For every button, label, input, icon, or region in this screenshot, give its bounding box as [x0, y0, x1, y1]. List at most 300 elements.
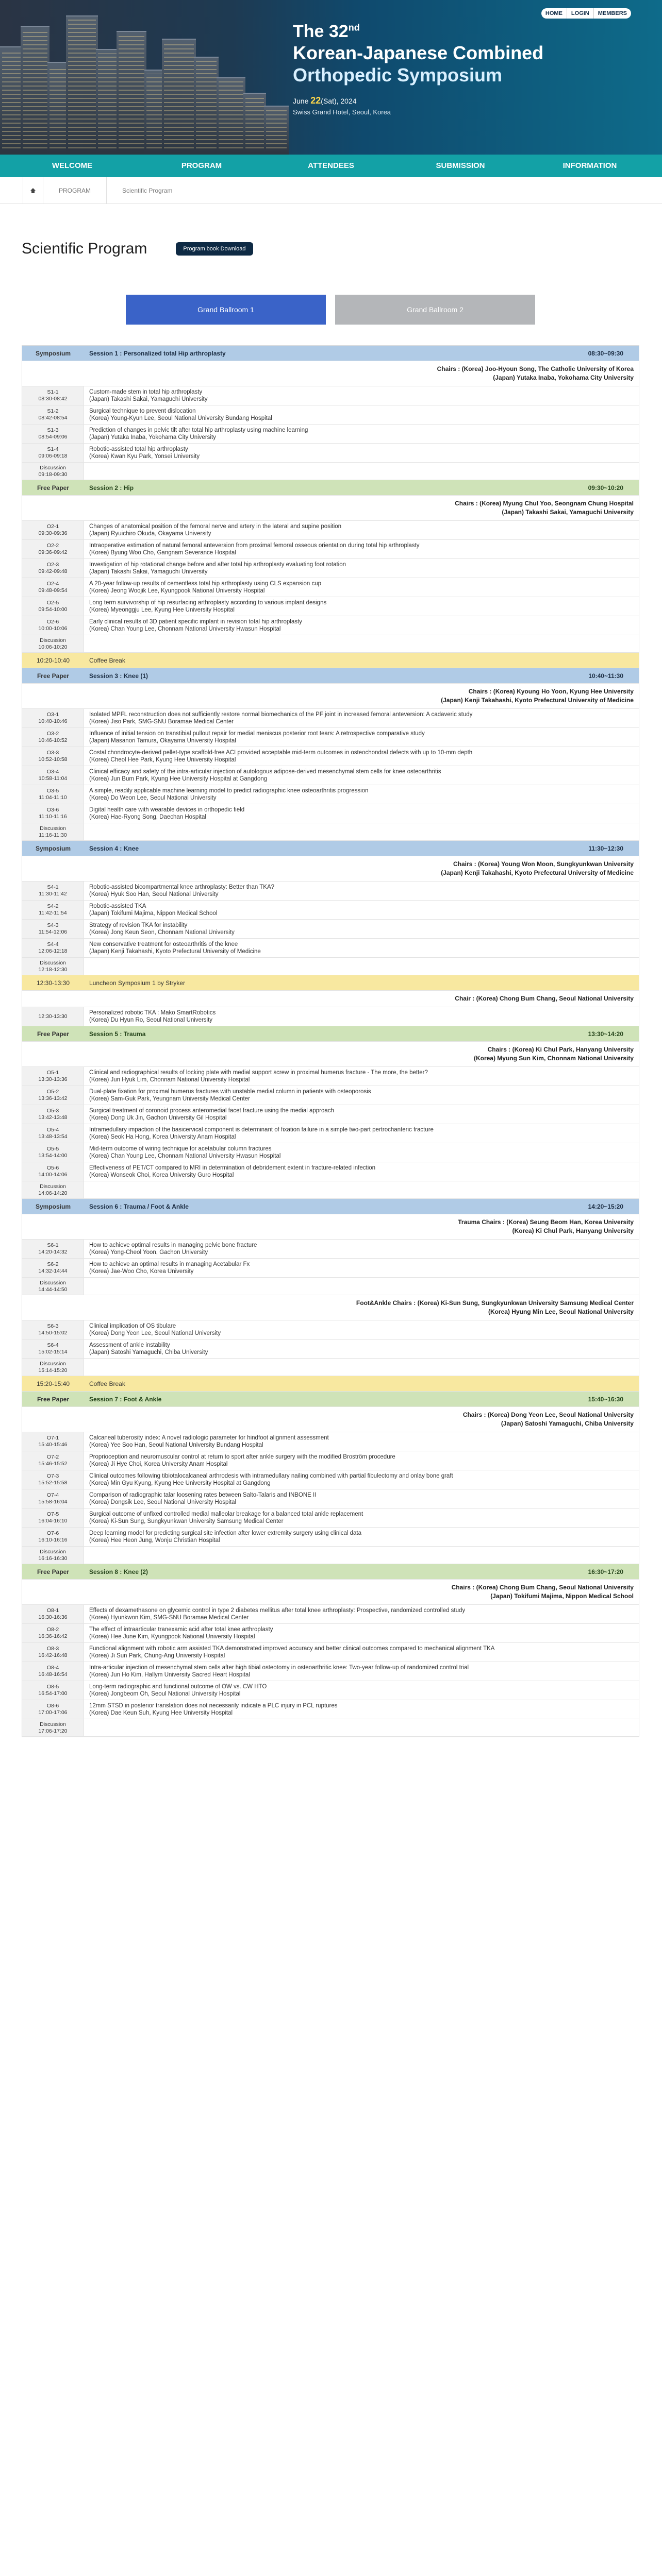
talk-code	[22, 901, 84, 919]
talk-time: 12:30-13:30	[38, 1013, 68, 1020]
page-header	[22, 240, 662, 258]
talk-title: Long term survivorship of hip resurfacing arthroplasty according to various implant designs	[89, 600, 327, 606]
talk-row	[22, 785, 639, 804]
talk-title: Dual-plate fixation for proximal humerus fractures with unstable medial column in patients with osteoporosis	[89, 1089, 371, 1095]
talk-row	[22, 463, 639, 480]
talk-content	[84, 444, 639, 462]
talk-title: Robotic-assisted total hip arthroplasty	[89, 446, 188, 452]
talk-row	[22, 405, 639, 425]
members-link[interactable]: MEMBERS	[594, 8, 631, 19]
talk-id: O8-4	[46, 1665, 59, 1671]
nav-information[interactable]: INFORMATION	[562, 161, 617, 170]
talk-author: (Korea) Hae-Ryong Song, Daechan Hospital	[89, 814, 206, 820]
tab-grand-ballroom-1[interactable]: Grand Ballroom 1	[126, 295, 326, 325]
talk-content	[84, 1143, 639, 1162]
top-links	[541, 8, 631, 19]
talk-content	[84, 1509, 639, 1527]
talk-id: S1-1	[47, 389, 59, 395]
talk-author: (Korea) Du Hyun Ro, Seoul National University	[89, 1017, 213, 1023]
talk-title: Functional alignment with robotic arm assisted TKA demonstrated improved accuracy and better clinical outcomes compared to mechanical alignment TKA	[89, 1646, 495, 1652]
talk-code	[22, 882, 84, 900]
talk-time: 09:06-09:18	[38, 453, 68, 459]
home-icon[interactable]	[23, 177, 43, 204]
talk-title: Intramedullary impaction of the basicervical component is determinant of fixation failure in a simple two-part pertrochanteric fracture	[89, 1127, 434, 1133]
talk-code	[22, 1143, 84, 1162]
talk-id: S6-3	[47, 1323, 59, 1329]
talk-id: O7-2	[46, 1454, 59, 1460]
talk-id: Discussion	[40, 1360, 66, 1367]
talk-title: Deep learning model for predicting surgical site infection after lower extremity surgery using clinical data	[89, 1530, 361, 1536]
talk-time: 15:46-15:52	[38, 1461, 68, 1467]
talk-time: 13:30-13:36	[38, 1076, 68, 1082]
session-header	[22, 841, 639, 856]
talk-row	[22, 766, 639, 785]
talk-code	[22, 804, 84, 823]
chair-line: (Korea) Hyung Min Lee, Seoul National University	[488, 1308, 634, 1315]
talk-time: 13:54-14:00	[38, 1153, 68, 1159]
talk-title: Costal chondrocyte-derived pellet-type scaffold-free ACI provided acceptable mid-term outcomes in osteochondral defects with up to 10-mm depth	[89, 750, 473, 756]
talk-code	[22, 1124, 84, 1143]
session-type: Free Paper	[37, 484, 70, 492]
chair-line: Chairs : (Korea) Young Won Moon, Sungkyunkwan University	[453, 860, 634, 868]
session-type: Free Paper	[37, 672, 70, 680]
talk-code	[22, 1067, 84, 1086]
session-chairs	[22, 856, 639, 882]
talk-code	[22, 1509, 84, 1527]
talk-code	[22, 521, 84, 539]
talk-row	[22, 540, 639, 559]
talk-content	[84, 939, 639, 957]
talk-row	[22, 920, 639, 939]
talk-content	[84, 766, 639, 785]
talk-time: 13:48-13:54	[38, 1133, 68, 1140]
talk-id: S4-1	[47, 884, 59, 890]
talk-time: 16:04-16:10	[38, 1518, 68, 1524]
talk-author: (Korea) Jae-Woo Cho, Korea University	[89, 1268, 194, 1275]
talk-code	[22, 920, 84, 938]
talk-time: 08:42-08:54	[38, 415, 68, 421]
talk-code	[22, 1320, 84, 1339]
talk-time: 16:10-16:16	[38, 1537, 68, 1543]
talk-content	[84, 958, 639, 975]
talk-id: O2-4	[46, 581, 59, 587]
talk-code	[22, 1700, 84, 1719]
talk-row	[22, 709, 639, 728]
talk-time: 13:42-13:48	[38, 1114, 68, 1121]
city-skyline-image	[0, 0, 289, 155]
talk-content	[84, 1067, 639, 1086]
talk-title: Strategy of revision TKA for instability	[89, 922, 188, 928]
talk-code	[22, 958, 84, 975]
talk-code	[22, 425, 84, 443]
talk-time: 13:36-13:42	[38, 1095, 68, 1101]
nav-program[interactable]: PROGRAM	[181, 161, 222, 170]
break-title: Coffee Break	[89, 656, 125, 664]
talk-author: (Japan) Takashi Sakai, Yamaguchi University	[89, 569, 208, 575]
chair-line: (Korea) Myung Sun Kim, Chonnam National University	[473, 1055, 634, 1062]
event-name-line1: Korean-Japanese Combined	[293, 42, 544, 64]
talk-code	[22, 1451, 84, 1470]
talk-title: Comparison of radiographic talar loosening rates between Salto-Talaris and INBONE II	[89, 1492, 317, 1498]
event-edition: The 32nd	[293, 22, 360, 41]
talk-row	[22, 882, 639, 901]
talk-row	[22, 1162, 639, 1181]
talk-author: (Korea) Hee Heon Jung, Wonju Christian Hospital	[89, 1537, 220, 1544]
talk-row	[22, 1719, 639, 1737]
talk-content	[84, 1086, 639, 1105]
talk-title: How to achieve optimal results in managing pelvic bone fracture	[89, 1242, 257, 1248]
login-link[interactable]: LOGIN	[567, 8, 594, 19]
session-chairs	[22, 1407, 639, 1432]
event-title	[293, 22, 543, 116]
talk-author: (Korea) Yong-Cheol Yoon, Gachon University	[89, 1249, 208, 1256]
talk-content	[84, 1240, 639, 1258]
talk-code	[22, 1547, 84, 1564]
talk-content	[84, 1007, 639, 1026]
talk-code	[22, 1528, 84, 1546]
talk-id: O7-5	[46, 1511, 59, 1517]
talk-row	[22, 578, 639, 597]
session-header	[22, 668, 639, 684]
talk-author: (Korea) Jongbeom Oh, Seoul National University Hospital	[89, 1691, 241, 1697]
talk-code	[22, 1162, 84, 1181]
talk-content	[84, 728, 639, 747]
talk-author: (Korea) Hyunkwon Kim, SMG-SNU Boramae Medical Center	[89, 1615, 249, 1621]
talk-author: (Korea) Yee Soo Han, Seoul National University Bundang Hospital	[89, 1442, 263, 1448]
talk-content	[84, 597, 639, 616]
talk-title: Surgical outcome of unfixed controlled medial malleolar breakage for a balanced total ankle replacement	[89, 1511, 363, 1517]
session-type: Symposium	[35, 844, 71, 852]
talk-id: O8-1	[46, 1607, 59, 1614]
talk-author: (Korea) Dongsik Lee, Seoul National University Hospital	[89, 1499, 237, 1505]
talk-title: The effect of intraarticular tranexamic acid after total knee arthroplasty	[89, 1626, 273, 1633]
talk-code	[22, 823, 84, 840]
talk-time: 09:48-09:54	[38, 587, 68, 594]
talk-time: 09:42-09:48	[38, 568, 68, 574]
talk-row	[22, 386, 639, 405]
talk-time: 15:40-15:46	[38, 1442, 68, 1448]
talk-code	[22, 1359, 84, 1376]
talk-id: S1-3	[47, 427, 59, 433]
talk-content	[84, 1162, 639, 1181]
talk-time: 15:02-15:14	[38, 1349, 68, 1355]
free-paper-session-header	[22, 1392, 639, 1407]
talk-row	[22, 1124, 639, 1143]
break-title: Luncheon Symposium 1 by Stryker	[89, 979, 186, 987]
talk-author: (Japan) Ryuichiro Okuda, Okayama University	[89, 531, 211, 537]
talk-title: Mid-term outcome of wiring technique for acetabular column fractures	[89, 1146, 272, 1152]
talk-id: S1-2	[47, 408, 59, 414]
talk-id: S4-3	[47, 922, 59, 928]
talk-time: 08:54-09:06	[38, 434, 68, 440]
talk-time: 16:48-16:54	[38, 1671, 68, 1677]
talk-title: Changes of anatomical position of the femoral nerve and artery in the lateral and supine position	[89, 523, 342, 530]
talk-author: (Korea) Dong Yeon Lee, Seoul National University	[89, 1330, 221, 1336]
talk-content	[84, 1700, 639, 1719]
talk-id: Discussion	[40, 1548, 66, 1555]
session-type: Symposium	[35, 1202, 71, 1210]
talk-content	[84, 1340, 639, 1358]
talk-id: O7-1	[46, 1435, 59, 1441]
talk-code	[22, 766, 84, 785]
talk-row	[22, 1143, 639, 1162]
talk-row	[22, 1086, 639, 1105]
talk-time: 10:00-10:06	[38, 625, 68, 632]
talk-author: (Japan) Masanori Tamura, Okayama University Hospital	[89, 738, 236, 744]
talk-row	[22, 1624, 639, 1643]
talk-title: Surgical technique to prevent dislocation	[89, 408, 196, 414]
session-chairs	[22, 1214, 639, 1240]
talk-code	[22, 709, 84, 727]
talk-content	[84, 1432, 639, 1451]
nav-submission[interactable]: SUBMISSION	[436, 161, 485, 170]
break-row	[22, 653, 639, 668]
breadcrumb	[0, 177, 662, 204]
session-type: Free Paper	[37, 1568, 70, 1575]
talk-id: O8-6	[46, 1703, 59, 1709]
talk-author: (Korea) Jeong Woojik Lee, Kyungpook National University Hospital	[89, 588, 265, 594]
talk-id: Discussion	[40, 464, 66, 471]
talk-row	[22, 559, 639, 578]
session-title: Session 8 : Knee (2)	[89, 1568, 148, 1575]
chair-line: Foot&Ankle Chairs : (Korea) Ki-Sun Sung, Sungkyunkwan University Samsung Medical Center	[356, 1299, 634, 1307]
breadcrumb-scientific-program[interactable]: Scientific Program	[122, 187, 173, 194]
talk-row	[22, 1700, 639, 1719]
talk-title: New conservative treatment for osteoarthritis of the knee	[89, 941, 238, 947]
talk-content	[84, 823, 639, 840]
talk-author: (Korea) Ji Sun Park, Chung-Ang University Hospital	[89, 1653, 225, 1659]
session-time: 16:30~17:20	[588, 1568, 623, 1575]
talk-time: 10:58-11:04	[38, 775, 68, 782]
break-row	[22, 1376, 639, 1392]
talk-code	[22, 1470, 84, 1489]
talk-row	[22, 747, 639, 766]
talk-code	[22, 1624, 84, 1642]
talk-code	[22, 1605, 84, 1623]
talk-row	[22, 1259, 639, 1278]
talk-title: Proprioception and neuromuscular control at return to sport after ankle surgery with the modified Broström procedure	[89, 1454, 395, 1460]
talk-time: 11:42-11:54	[39, 910, 67, 916]
talk-id: Discussion	[40, 825, 66, 832]
session-header	[22, 1199, 639, 1214]
talk-title: A simple, readily applicable machine learning model to predict radiographic knee osteoarthritis progression	[89, 788, 369, 794]
talk-title: Effectiveness of PET/CT compared to MRI in determination of debridement extent in fracture-related infection	[89, 1165, 376, 1171]
talk-code	[22, 1278, 84, 1295]
talk-row	[22, 1643, 639, 1662]
talk-id: O3-5	[46, 788, 59, 794]
talk-id: O7-3	[46, 1473, 59, 1479]
talk-title: A 20-year follow-up results of cementless total hip arthroplasty using CLS expansion cup	[89, 581, 322, 587]
talk-id: O3-1	[46, 711, 59, 718]
talk-row	[22, 425, 639, 444]
talk-content	[84, 785, 639, 804]
talk-row	[22, 1359, 639, 1376]
session-title: Session 6 : Trauma / Foot & Ankle	[89, 1202, 189, 1210]
talk-content	[84, 747, 639, 766]
talk-time: 12:06-12:18	[38, 948, 68, 954]
talk-id: O7-6	[46, 1530, 59, 1536]
talk-code	[22, 1240, 84, 1258]
talk-code	[22, 1259, 84, 1277]
chair-line: (Japan) Kenji Takahashi, Kyoto Prefectural University of Medicine	[441, 697, 634, 704]
session-chairs	[22, 1295, 639, 1320]
talk-time: 15:14-15:20	[38, 1367, 68, 1374]
tab-grand-ballroom-2[interactable]: Grand Ballroom 2	[335, 295, 535, 325]
session-time: 09:30~10:20	[588, 484, 623, 492]
talk-content	[84, 559, 639, 578]
talk-content	[84, 1451, 639, 1470]
talk-author: (Korea) Myeonggju Lee, Kyung Hee University Hospital	[89, 607, 235, 613]
talk-content	[84, 901, 639, 919]
chair-line: Chairs : (Korea) Chong Bum Chang, Seoul National University	[451, 1584, 634, 1591]
talk-row	[22, 1007, 639, 1026]
session-title: Session 5 : Trauma	[89, 1030, 146, 1038]
talk-author: (Korea) Sam-Guk Park, Yeungnam University Medical Center	[89, 1096, 250, 1102]
session-chairs	[22, 1042, 639, 1067]
talk-title: Calcaneal tuberosity index: A novel radiologic parameter for hindfoot alignment assessment	[89, 1435, 329, 1441]
talk-content	[84, 1124, 639, 1143]
talk-time: 11:04-11:10	[39, 794, 67, 801]
talk-title: Long-term radiographic and functional outcome of OW vs. CW HTO	[89, 1684, 267, 1690]
talk-time: 16:36-16:42	[38, 1633, 68, 1639]
talk-id: Discussion	[40, 637, 66, 643]
talk-id: O5-4	[46, 1127, 59, 1133]
talk-author: (Korea) Jiso Park, SMG-SNU Boramae Medical Center	[89, 719, 234, 725]
talk-author: (Korea) Ji Hye Choi, Korea University Anam Hospital	[89, 1461, 228, 1467]
talk-time: 16:54-17:00	[38, 1690, 68, 1697]
talk-title: Investigation of hip rotational change before and after total hip arthroplasty evaluating foot rotation	[89, 562, 346, 568]
talk-time: 09:30-09:36	[38, 530, 68, 536]
talk-time: 16:30-16:36	[38, 1614, 68, 1620]
talk-code	[22, 939, 84, 957]
talk-id: S6-4	[47, 1342, 59, 1348]
session-header	[22, 346, 639, 361]
talk-author: (Japan) Satoshi Yamaguchi, Chiba University	[89, 1349, 208, 1355]
break-time: 12:30-13:30	[36, 979, 70, 987]
talk-row	[22, 1509, 639, 1528]
chair-line: Trauma Chairs : (Korea) Seung Beom Han, Korea University	[458, 1218, 634, 1226]
program-download-button[interactable]: Program book Download	[176, 242, 253, 256]
talk-content	[84, 1719, 639, 1736]
talk-time: 11:54-12:06	[38, 929, 68, 935]
chair-line: Chairs : (Korea) Myung Chul Yoo, Seongnam Chung Hospital	[455, 500, 634, 507]
home-link[interactable]: HOME	[541, 8, 567, 19]
page-title: Scientific Program	[22, 240, 147, 257]
talk-title: Isolated MPFL reconstruction does not sufficiently restore normal biomechanics of the PF joint in increased femoral anteversion: A cadaveric study	[89, 711, 473, 718]
header-banner	[0, 0, 662, 155]
talk-row	[22, 1432, 639, 1451]
talk-content	[84, 540, 639, 558]
talk-row	[22, 1340, 639, 1359]
talk-time: 14:50-15:02	[38, 1330, 68, 1336]
talk-time: 14:32-14:44	[38, 1268, 68, 1274]
talk-title: How to achieve an optimal results in managing Acetabular Fx	[89, 1261, 250, 1267]
talk-time: 14:00-14:06	[38, 1172, 68, 1178]
talk-code	[22, 1643, 84, 1662]
talk-id: O5-2	[46, 1089, 59, 1095]
talk-id: O2-5	[46, 600, 59, 606]
session-type: Free Paper	[37, 1030, 70, 1038]
talk-row	[22, 444, 639, 463]
talk-time: 08:30-08:42	[38, 396, 68, 402]
break-time: 10:20-10:40	[36, 656, 70, 664]
talk-author: (Korea) Kwan Kyu Park, Yonsei University	[89, 453, 200, 460]
talk-row	[22, 1320, 639, 1340]
talk-author: (Korea) Dae Keun Suh, Kyung Hee University Hospital	[89, 1710, 233, 1716]
nav-attendees[interactable]: ATTENDEES	[308, 161, 354, 170]
talk-code	[22, 559, 84, 578]
talk-id: Discussion	[40, 1183, 66, 1190]
talk-title: Assessment of ankle instability	[89, 1342, 170, 1348]
talk-author: (Korea) Seok Ha Hong, Korea University Anam Hospital	[89, 1134, 236, 1140]
talk-author: (Korea) Hyuk Soo Han, Seoul National University	[89, 891, 219, 897]
talk-row	[22, 1681, 639, 1700]
talk-id: S6-1	[47, 1242, 59, 1248]
talk-title: Robotic-assisted TKA	[89, 903, 146, 909]
talk-author: (Korea) Chan Young Lee, Chonnam National University Hwasun Hospital	[89, 1153, 281, 1159]
talk-title: Influence of initial tension on transtibial pullout repair for medial meniscus posterior root tears: A retrospective comparative study	[89, 731, 425, 737]
talk-row	[22, 939, 639, 958]
talk-author: (Japan) Kenji Takahashi, Kyoto Prefectural University of Medicine	[89, 948, 261, 955]
talk-id: O2-6	[46, 619, 59, 625]
talk-content	[84, 1105, 639, 1124]
talk-content	[84, 1605, 639, 1623]
session-time: 14:20~15:20	[588, 1202, 623, 1210]
talk-row	[22, 635, 639, 653]
talk-title: Clinical efficacy and safety of the intra-articular injection of autologous adipose-derived mesenchymal stem cells for knee osteoarthritis	[89, 769, 441, 775]
talk-id: O3-6	[46, 807, 59, 813]
talk-title: Personalized robotic TKA : Mako SmartRobotics	[89, 1010, 216, 1016]
talk-code	[22, 1432, 84, 1451]
nav-welcome[interactable]: WELCOME	[52, 161, 93, 170]
talk-id: O5-1	[46, 1070, 59, 1076]
talk-row	[22, 1547, 639, 1564]
talk-content	[84, 1547, 639, 1564]
talk-row	[22, 521, 639, 540]
session-chairs	[22, 361, 639, 386]
talk-id: O5-6	[46, 1165, 59, 1171]
talk-title: 12mm STSD in posterior translation does not necessarily indicate a PLC injury in PCL ruptures	[89, 1703, 338, 1709]
talk-id: O2-3	[46, 562, 59, 568]
talk-row	[22, 1451, 639, 1470]
talk-code	[22, 616, 84, 635]
talk-author: (Japan) Takashi Sakai, Yamaguchi University	[89, 396, 208, 402]
talk-code	[22, 405, 84, 424]
breadcrumb-divider	[106, 177, 107, 204]
breadcrumb-program[interactable]: PROGRAM	[59, 187, 91, 194]
talk-author: (Korea) Young-Kyun Lee, Seoul National University Bundang Hospital	[89, 415, 272, 421]
talk-row	[22, 1105, 639, 1124]
talk-row	[22, 958, 639, 975]
talk-title: Prediction of changes in pelvic tilt after total hip arthroplasty using machine learning	[89, 427, 308, 433]
talk-time: 17:06-17:20	[38, 1727, 68, 1734]
talk-author: (Korea) Jun Hyuk Lim, Chonnam National University Hospital	[89, 1077, 250, 1083]
talk-time: 14:06-14:20	[38, 1190, 68, 1196]
talk-row	[22, 1470, 639, 1489]
talk-title: Surgical treatment of coronoid process anteromedial facet fracture using the medial approach	[89, 1108, 334, 1114]
talk-time: 10:46-10:52	[38, 737, 68, 743]
talk-id: S4-2	[47, 903, 59, 909]
session-time: 10:40~11:30	[588, 672, 623, 680]
session-title: Session 2 : Hip	[89, 484, 134, 492]
talk-content	[84, 1681, 639, 1700]
session-time: 08:30~09:30	[588, 349, 623, 357]
talk-content	[84, 425, 639, 443]
talk-author: (Korea) Min Gyu Kyung, Kyung Hee University Hospital at Gangdong	[89, 1480, 271, 1486]
talk-title: Intra-articular injection of mesenchymal stem cells after high tibial osteotomy in osteoarthritic knee: Two-year follow-up of randomized control trial	[89, 1665, 469, 1671]
talk-id: Discussion	[40, 959, 66, 966]
talk-code	[22, 1340, 84, 1358]
